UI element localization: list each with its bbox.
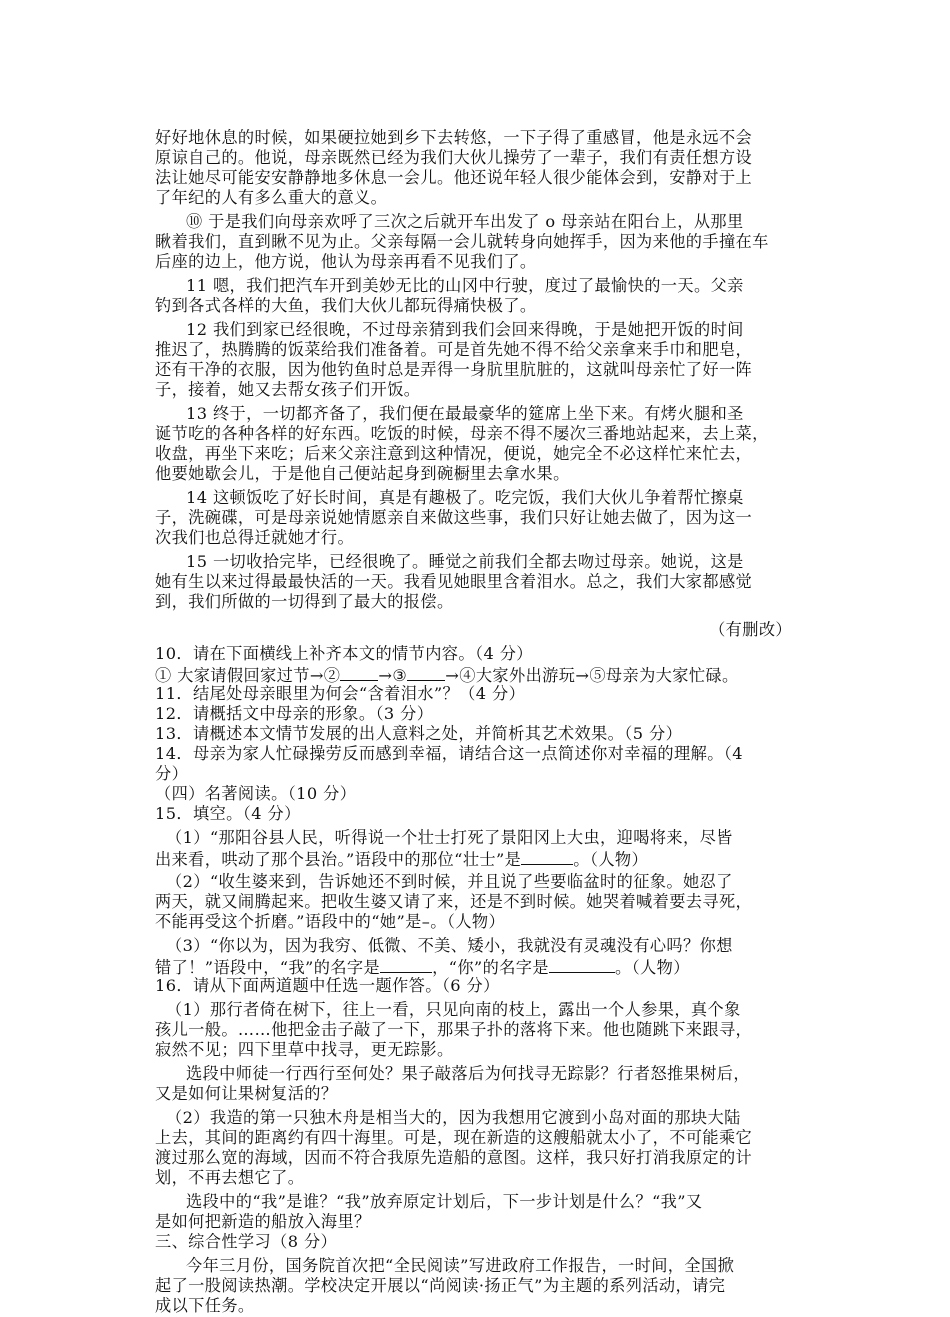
- text-line: 不能再受这个折磨。”语段中的“她”是–。（人物）: [155, 912, 506, 931]
- text-line: 选段中师徒一行西行至何处？果子敲落后为何找寻无踪影？行者怒推果树后，: [186, 1064, 750, 1083]
- question-10-plot-line: [155, 664, 739, 686]
- text-line: 收盘，再坐下来吃；后来父亲注意到这种情况，便说，她完全不必这样忙来忙去，: [155, 444, 753, 463]
- question-15-3: （3）“你以为，因为我穷、低微、不美、矮小，我就没有灵魂没有心吗？你想: [166, 936, 733, 955]
- answer-blank[interactable]: [340, 664, 378, 681]
- paragraph-11-start: 11 嗯，我们把汽车开到美妙无比的山冈中行驶，度过了最愉快的一天。父亲: [186, 276, 744, 295]
- question-10: 10．请在下面横线上补齐本文的情节内容。（4 分）: [155, 644, 533, 663]
- text-line: 到，我们所做的一切得到了最大的报偿。: [155, 592, 454, 611]
- paragraph-14-start: 14 这顿饭吃了好长时间，真是有趣极了。吃完饭，我们大伙儿争着帮忙擦桌: [186, 488, 744, 507]
- text-fragment: 出来看，哄动了那个县治。”语段中的那位“壮士”是: [155, 850, 522, 869]
- text-line: 上去，其间的距离约有四十海里。可是，现在新造的这艘船就太小了，不可能乘它: [155, 1128, 753, 1147]
- text-line: 诞节吃的各种各样的好东西。吃饭的时候，母亲不得不屡次三番地站起来，去上菜，: [155, 424, 769, 443]
- paragraph-10-start: ⑩ 于是我们向母亲欢呼了三次之后就开车出发了 o 母亲站在阳台上，从那里: [186, 212, 744, 231]
- text-line: 好好地休息的时候，如果硬拉她到乡下去转悠，一下子得了重感冒，他是永远不会: [155, 128, 753, 147]
- text-line: 后座的边上，他方说，他认为母亲再看不见我们了。: [155, 252, 537, 271]
- text-line: 是如何把新造的船放入海里？: [155, 1212, 371, 1231]
- text-line: [155, 956, 690, 978]
- text-fragment: 。（人物）: [614, 958, 690, 977]
- text-line: 又是如何让果树复活的？: [155, 1084, 338, 1103]
- text-line: 瞅着我们，直到瞅不见为止。父亲每隔一会儿就转身向她挥手，因为来他的手撞在车: [155, 232, 769, 251]
- text-fragment: 错了！”语段中，“我”的名字是: [155, 958, 381, 977]
- text-line: 他要她歇会儿，于是他自己便站起身到碗橱里去拿水果。: [155, 464, 570, 483]
- answer-blank[interactable]: [407, 664, 445, 681]
- text-fragment: ，“你”的名字是: [432, 958, 549, 977]
- section-4-heading: （四）名著阅读。（10 分）: [155, 784, 357, 803]
- text-line: 子，接着，她又去帮女孩子们开饭。: [155, 380, 421, 399]
- text-fragment: 。（人物）: [573, 850, 649, 869]
- question-15: 15．填空。（4 分）: [155, 804, 301, 823]
- edited-note: （有删改）: [709, 620, 792, 639]
- question-15-2: （2）“收生婆来到，告诉她还不到时候，并且说了些要临盆时的征象。她忍了: [166, 872, 733, 891]
- plot-step-text: →④大家外出游玩→⑤母亲为大家忙碌。: [445, 666, 739, 685]
- text-line: 选段中的“我”是谁？“我”放弃原定计划后，下一步计划是什么？“我”又: [186, 1192, 703, 1211]
- question-16: 16．请从下面两道题中任选一题作答。（6 分）: [155, 976, 500, 995]
- text-line: 还有干净的衣服，因为他钓鱼时总是弄得一身肮里肮脏的，这就叫母亲忙了好一阵: [155, 360, 753, 379]
- section-3-heading: 三、综合性学习（8 分）: [155, 1232, 338, 1251]
- text-line: 寂然不见；四下里草中找寻，更无踪影。: [155, 1040, 454, 1059]
- text-line: 原谅自己的。他说，母亲既然已经为我们大伙儿操劳了一辈子，我们有责任想方设: [155, 148, 753, 167]
- text-line: 钓到各式各样的大鱼，我们大伙儿都玩得痛快极了。: [155, 296, 537, 315]
- paragraph-12-start: 12 我们到家已经很晚，不过母亲猜到我们会回来得晚，于是她把开饭的时间: [186, 320, 744, 339]
- question-15-1: （1）“那阳谷县人民，听得说一个壮士打死了景阳冈上大虫，迎喝将来，尽皆: [166, 828, 733, 847]
- question-14: 14．母亲为家人忙碌操劳反而感到幸福，请结合这一点简述你对幸福的理解。（4: [155, 744, 743, 763]
- question-16-1: （1）那行者倚在树下，往上一看，只见向南的枝上，露出一个人参果，真个象: [166, 1000, 741, 1019]
- text-line: [155, 848, 648, 870]
- question-16-2: （2）我造的第一只独木舟是相当大的，因为我想用它渡到小岛对面的那块大陆: [166, 1108, 741, 1127]
- question-11: 11．结尾处母亲眼里为何会“含着泪水”？（4 分）: [155, 684, 526, 703]
- paragraph-15-start: 15 一切收拾完毕，已经很晚了。睡觉之前我们全都去吻过母亲。她说，这是: [186, 552, 744, 571]
- question-12: 12．请概括文中母亲的形象。（3 分）: [155, 704, 434, 723]
- intro-paragraph: 今年三月份，国务院首次把“全民阅读”写进政府工作报告，一时间，全国掀: [186, 1256, 735, 1275]
- answer-blank[interactable]: [521, 848, 573, 865]
- plot-step-text: →③: [378, 666, 408, 685]
- text-line: 法让她尽可能安安静静地多休息一会儿。他还说年轻人很少能体会到，安静对于上: [155, 168, 753, 187]
- answer-blank[interactable]: [549, 956, 615, 973]
- text-line: 子，洗碗碟，可是母亲说她情愿亲自来做这些事，我们只好让她去做了，因为这一: [155, 508, 753, 527]
- text-line: 起了一股阅读热潮。学校决定开展以“尚阅读·扬正气”为主题的系列活动，请完: [155, 1276, 726, 1295]
- text-line: 次我们也总得迁就她才行。: [155, 528, 355, 547]
- answer-blank[interactable]: [380, 956, 432, 973]
- question-13: 13．请概述本文情节发展的出人意料之处，并简析其艺术效果。（5 分）: [155, 724, 683, 743]
- text-line: 推迟了，热腾腾的饭菜给我们准备着。可是首先她不得不给父亲拿来手巾和肥皂，: [155, 340, 753, 359]
- plot-step-text: ① 大家请假回家过节→②: [155, 666, 341, 685]
- paragraph-13-start: 13 终于，一切都齐备了，我们便在最最豪华的筵席上坐下来。有烤火腿和圣: [186, 404, 744, 423]
- text-line: 她有生以来过得最最快活的一天。我看见她眼里含着泪水。总之，我们大家都感觉: [155, 572, 753, 591]
- text-line: 两天，就又闹腾起来。把收生婆又请了来，还是不到时候。她哭着喊着要去寻死，: [155, 892, 753, 911]
- text-line: 了年纪的人有多么重大的意义。: [155, 188, 388, 207]
- text-line: 划，不再去想它了。: [155, 1168, 305, 1187]
- text-line: 成以下任务。: [155, 1296, 255, 1315]
- text-line: 分）: [155, 764, 189, 783]
- text-line: 渡过那么宽的海域，因而不符合我原先造船的意图。这样，我只好打消我原定的计: [155, 1148, 753, 1167]
- text-line: 孩儿一般。……他把金击子敲了一下，那果子扑的落将下来。他也随跳下来跟寻，: [155, 1020, 753, 1039]
